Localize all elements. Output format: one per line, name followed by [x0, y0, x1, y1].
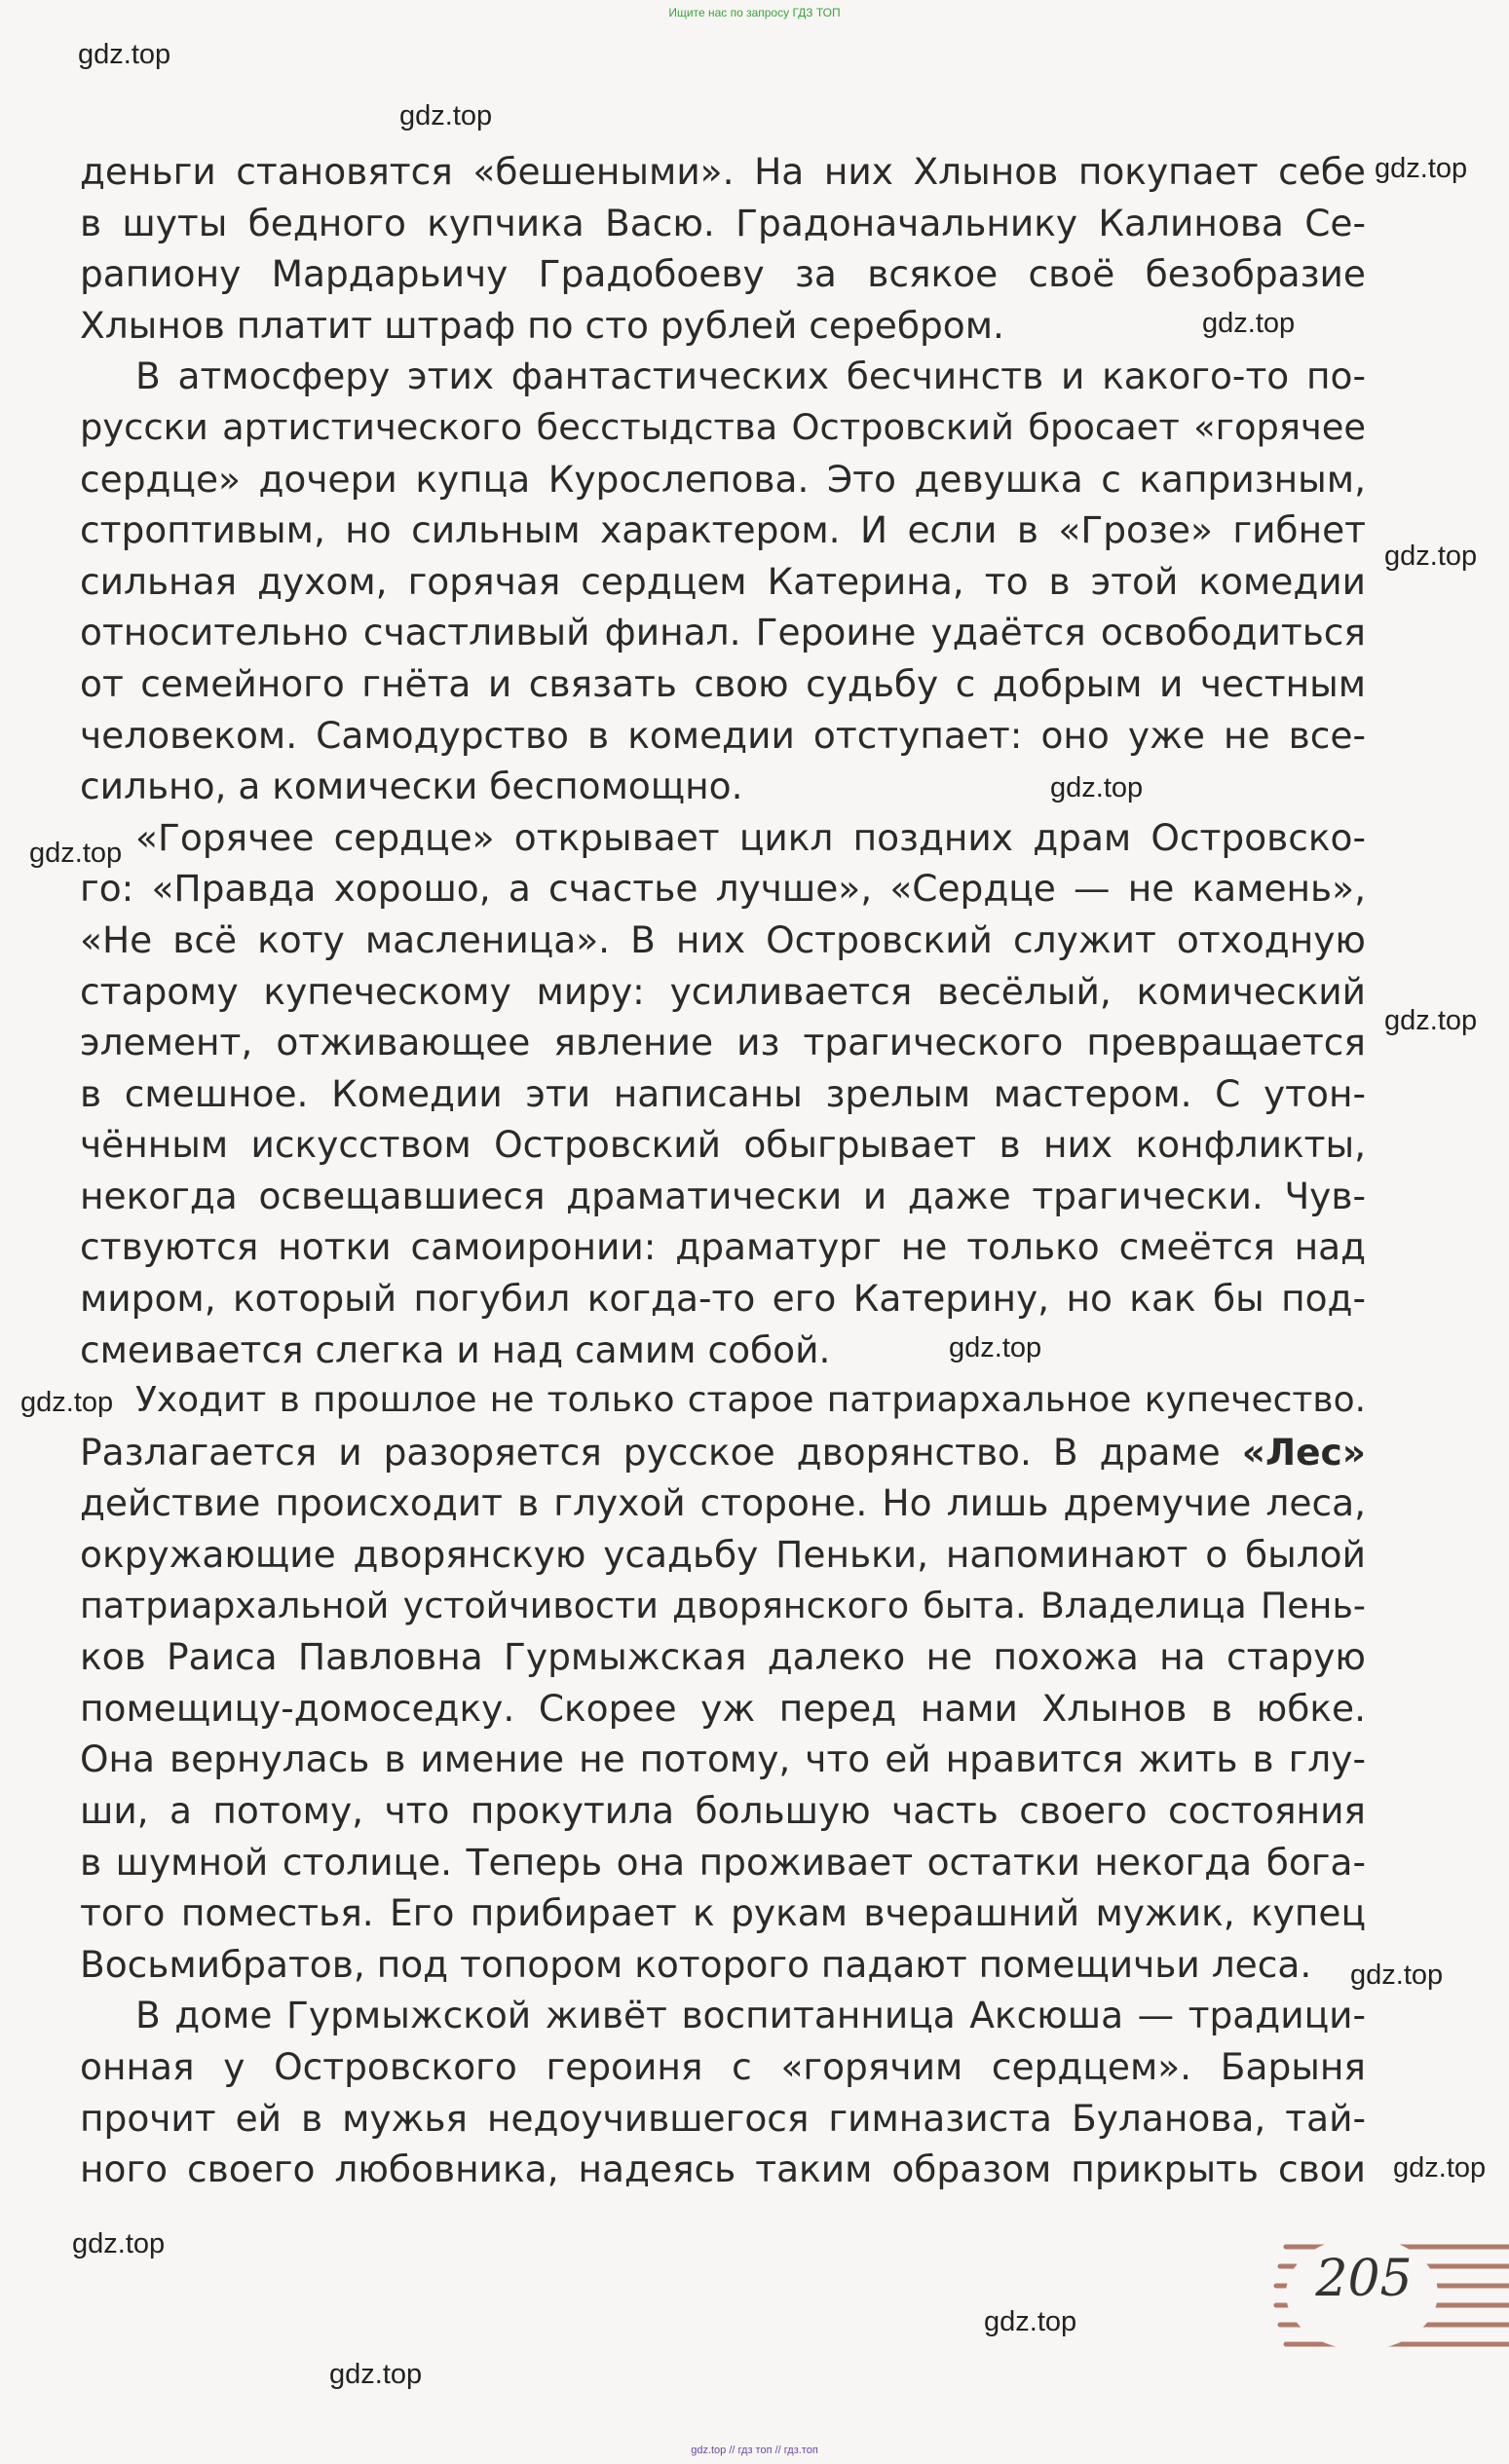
text-line — [80, 761, 1366, 812]
text-line-content: сердце» дочери купца Курослепова. Это девушка с капризным, — [80, 457, 1366, 501]
text-line — [80, 607, 1366, 658]
text-line — [80, 1273, 1366, 1325]
text-line — [80, 1325, 1366, 1376]
text-line-content: помещицу-домоседку. Скорее уж перед нами Хлынов в юбке. — [80, 1686, 1366, 1730]
text-line — [80, 1939, 1366, 1991]
text-line — [80, 1529, 1366, 1581]
watermark: gdz.top — [78, 39, 171, 70]
text-line-content: в шуты бедного купчика Васю. Градоначальнику Калинова Се- — [80, 201, 1366, 244]
text-line — [80, 198, 1366, 249]
text-line-content: Разлагается и разоряется русское дворянство. В драме — [80, 1430, 1242, 1474]
text-line-content: ши, а потому, что прокутила большую часть своего состояния — [80, 1789, 1366, 1832]
text-line-content: Уходит в прошлое не только старое патриархальное купечество. — [135, 1380, 1366, 1421]
text-line — [80, 1581, 1366, 1632]
watermark: gdz.top — [984, 2306, 1077, 2337]
text-line — [80, 1990, 1366, 2041]
watermark: gdz.top — [20, 1387, 114, 1418]
text-line-content: го: «Правда хорошо, а счастье лучше», «Сердце — не камень», — [80, 867, 1366, 911]
text-line-content: деньги становятся «бешеными». На них Хлынов покупает себе — [80, 150, 1366, 193]
text-line — [80, 1068, 1366, 1120]
text-line-content: онная у Островского героиня с «горячим сердцем». Барыня — [80, 2044, 1366, 2088]
text-line — [80, 1375, 1366, 1427]
text-line-content: человеком. Самодурство в комедии отступает: оно уже не все- — [80, 713, 1366, 757]
text-line — [80, 300, 1366, 352]
body-text — [80, 146, 1366, 2195]
watermark: gdz.top — [399, 100, 493, 131]
text-line-content: того поместья. Его прибирает к рукам вчерашний мужик, купец — [80, 1891, 1366, 1935]
text-line-content: сильно, а комически беспомощно. — [80, 765, 743, 808]
text-line-content: действие происходит в глухой стороне. Но лишь дремучие леса, — [80, 1481, 1366, 1525]
text-line-content: сильная духом, горячая сердцем Катерина, то в этой комедии — [80, 559, 1366, 603]
watermark: gdz.top — [1393, 2152, 1487, 2184]
text-line-content: окружающие дворянскую усадьбу Пеньки, напоминают о былой — [80, 1533, 1366, 1577]
header-note: Ищите нас по запросу ГДЗ ТОП — [668, 6, 841, 19]
text-line — [80, 504, 1366, 556]
text-line-content: Хлынов платит штраф по сто рублей серебром. — [80, 303, 1004, 347]
bold-title: «Лес» — [1241, 1430, 1366, 1474]
text-line — [80, 1171, 1366, 1222]
text-line — [80, 658, 1366, 710]
watermark: gdz.top — [72, 2228, 166, 2259]
footer-note: gdz.top // гдз топ // гдз.топ — [691, 2445, 818, 2456]
text-line-content: «Горячее сердце» открывает цикл поздних драм Островско- — [135, 815, 1366, 859]
text-line — [80, 1734, 1366, 1785]
text-line — [80, 710, 1366, 762]
text-line — [80, 812, 1366, 864]
text-line — [80, 1119, 1366, 1171]
text-line-content: некогда освещавшиеся драматически и даже трагически. Чув- — [80, 1174, 1366, 1217]
watermark: gdz.top — [1202, 308, 1296, 339]
watermark: gdz.top — [1050, 772, 1144, 803]
text-line — [80, 454, 1366, 505]
text-line-content: старому купеческому миру: усиливается весёлый, комический — [80, 969, 1366, 1013]
page-number: 205 — [1315, 2250, 1413, 2308]
text-line — [80, 1017, 1366, 1068]
text-line — [80, 1631, 1366, 1683]
watermark: gdz.top — [1384, 541, 1478, 572]
text-line — [80, 1427, 1366, 1478]
text-line-content: строптивым, но сильным характером. И если в «Грозе» гибнет — [80, 508, 1366, 552]
text-line — [80, 966, 1366, 1018]
text-line-content: прочит ей в мужья недоучившегося гимназиста Буланова, тай- — [80, 2096, 1366, 2140]
text-line-content: В доме Гурмыжской живёт воспитанница Аксюша — традици- — [135, 1994, 1366, 2037]
text-line-content: чённым искусством Островский обыгрывает в них конфликты, — [80, 1123, 1366, 1167]
text-line-content: русски артистического бесстыдства Островский бросает «горячее — [80, 405, 1366, 448]
text-line — [80, 1837, 1366, 1888]
watermark: gdz.top — [1350, 1960, 1444, 1991]
text-line-content: в смешное. Комедии эти написаны зрелым мастером. С утон- — [80, 1071, 1366, 1115]
text-line — [80, 2093, 1366, 2145]
watermark: gdz.top — [329, 2359, 423, 2390]
text-line — [80, 556, 1366, 608]
text-line-content: смеивается слегка и над самим собой. — [80, 1327, 831, 1371]
text-line — [80, 863, 1366, 915]
text-line — [80, 2144, 1366, 2195]
text-line — [80, 1785, 1366, 1837]
watermark: gdz.top — [1384, 1005, 1478, 1036]
text-line-content: в шумной столице. Теперь она проживает остатки некогда бога- — [80, 1840, 1366, 1884]
text-line — [80, 402, 1366, 454]
text-line — [80, 1477, 1366, 1529]
text-line — [80, 915, 1366, 966]
watermark: gdz.top — [949, 1332, 1042, 1363]
text-line-content: патриархальной устойчивости дворянского быта. Владелица Пень- — [80, 1584, 1366, 1626]
text-line-content: элемент, отживающее явление из трагического превращается — [80, 1021, 1366, 1064]
watermark: gdz.top — [29, 838, 123, 869]
text-line-content: В атмосферу этих фантастических бесчинств и какого-то по- — [135, 355, 1366, 398]
text-line — [80, 146, 1366, 198]
text-line — [80, 1221, 1366, 1273]
text-line-content: ков Раиса Павловна Гурмыжская далеко не похожа на старую — [80, 1635, 1366, 1679]
text-line — [80, 1683, 1366, 1735]
text-line-content: миром, который погубил когда-то его Катерину, но как бы под- — [80, 1277, 1366, 1321]
text-line — [80, 2041, 1366, 2093]
text-line-content: «Не всё коту масленица». В них Островский служит отходную — [80, 917, 1366, 961]
text-line-content: ствуются нотки самоиронии: драматург не только смеётся над — [80, 1225, 1366, 1269]
text-line — [80, 1887, 1366, 1939]
text-line-content: Она вернулась в имение не потому, что ей нравится жить в глу- — [80, 1737, 1366, 1781]
text-line — [80, 248, 1366, 300]
watermark: gdz.top — [1375, 153, 1468, 184]
text-line-content: рапиону Мардарьичу Градобоеву за всякое своё безобразие — [80, 252, 1366, 296]
text-line-content: ного своего любовника, надеясь таким образом прикрыть свои — [80, 2147, 1366, 2191]
text-line — [80, 351, 1366, 402]
text-line-content: от семейного гнёта и связать свою судьбу с добрым и честным — [80, 661, 1366, 705]
text-line-content: относительно счастливый финал. Героине удаётся освободиться — [80, 611, 1366, 654]
text-line-content: Восьмибратов, под топором которого падают помещичьи леса. — [80, 1942, 1312, 1986]
